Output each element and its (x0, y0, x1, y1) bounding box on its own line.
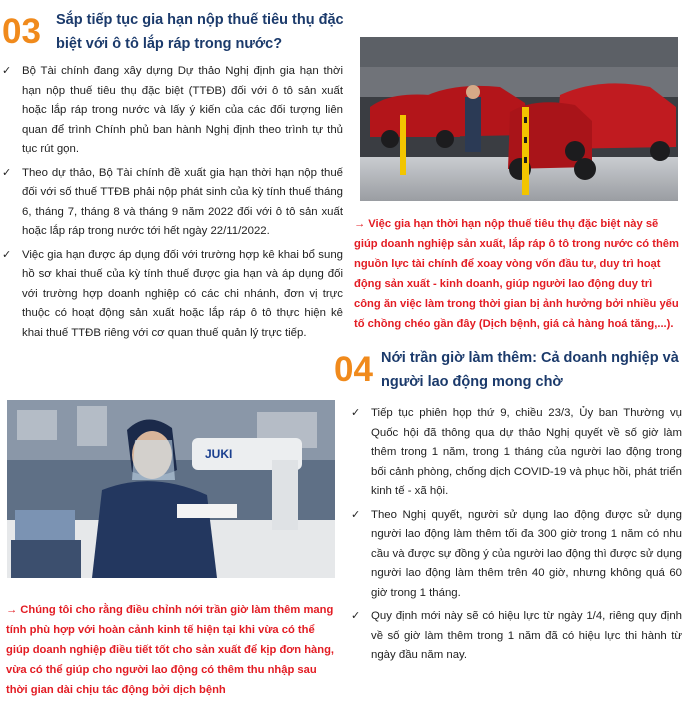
section3-bullet-list (0, 62, 343, 347)
sewing-worker-photo (7, 400, 335, 578)
checkmark-icon: ✓ (351, 508, 361, 521)
checkmark-icon: ✓ (2, 166, 12, 179)
section4-heading: Nới trần giờ làm thêm: Cả doanh nghiệp và người lao động mong chờ (381, 350, 679, 390)
section3-number: 03 (2, 12, 41, 51)
section4-bullet-text: Theo Nghị quyết, người sử dụng lao động được sử dụng người lao động làm thêm tối đa 300 giờ trong 1 năm có nhu cầu và được sự đồng ý của người lao động thì được sử dụng người lao động làm thêm trên 40 giờ, nhưng không quá 60 giờ trong 1 tháng. (371, 508, 682, 599)
list-item (349, 607, 682, 666)
checkmark-icon: ✓ (2, 248, 12, 261)
section4-note: → Chúng tôi cho rằng điều chỉnh nới trần giờ làm thêm mang tính phù hợp với hoàn cảnh kinh tế hiện tại khi vừa có thể giúp doanh nghiệp điều tiết tốt cho sản xuất để kịp đơn hàng, vừa có thể giúp cho người lao động có thêm thu nhập sau thời gian dài chịu tác động bởi dịch bệnh (6, 604, 335, 696)
section3-bullet-text: Việc gia hạn được áp dụng đối với trường hợp kê khai bổ sung hồ sơ khai thuế của kỳ tính thuế được gia hạn và áp dụng đối với trường hợp doanh nghiệp có các chi nhánh, đơn vị trực thuộc có hoạt động sản xuất hoặc lắp ráp ô tô thực hiện kê khai thuế TTĐB riêng với cơ quan thuế quản lý trực tiếp. (22, 248, 343, 339)
list-item (349, 404, 682, 502)
svg-text:JUKI: JUKI (205, 447, 233, 461)
section3-heading: Sắp tiếp tục gia hạn nộp thuế tiêu thụ đặc biệt với ô tô lắp ráp trong nước? (56, 12, 344, 52)
list-item (349, 506, 682, 604)
section3-bullet-text: Theo dự thảo, Bộ Tài chính đề xuất gia hạn thời hạn nộp thuế đối với số thuế TTĐB phải nộp phát sinh của kỳ tính thuế tháng 6, tháng 7, tháng 8 và tháng 9 năm 2022 đối với ô tô sản xuất hoặc lắp ráp trong nước tới hết ngày 22/11/2022. (22, 166, 343, 237)
checkmark-icon: ✓ (351, 610, 361, 622)
checkmark-icon: ✓ (351, 407, 361, 419)
list-item (0, 246, 343, 344)
list-item (0, 62, 343, 160)
car-assembly-photo (360, 37, 678, 201)
section4-bullet-list (349, 404, 682, 670)
section4-bullet-text: Quy định mới này sẽ có hiệu lực từ ngày 1/4, riêng quy định về số giờ làm thêm trong 1 năm đã có hiệu lực thi hành từ ngày đầu năm nay. (371, 610, 682, 661)
section3-bullet-text: Bộ Tài chính đang xây dựng Dự thảo Nghị định gia hạn thời hạn nộp thuế tiêu thụ đặc biệt (TTĐB) đối với ô tô sản xuất hoặc lắp ráp trong nước và lấy ý kiến của các đối tượng liên quan để trình Chính phủ ban hành Nghị định theo trình tự thủ tục rút gọn. (22, 65, 343, 155)
list-item (0, 164, 343, 242)
section4-number: 04 (334, 350, 373, 389)
checkmark-icon: ✓ (2, 65, 12, 77)
section3-note: → Việc gia hạn thời hạn nộp thuế tiêu thụ đặc biệt này sẽ giúp doanh nghiệp sản xuất, lắp ráp ô tô trong nước có thêm nguồn lực tài chính để xoay vòng vốn đầu tư, duy trì hoạt động sản xuất - kinh doanh, giúp người lao động duy trì công ăn việc làm trong thời gian bị ảnh hưởng bởi nhiều yếu tố chồng chéo gần đây (Dịch bệnh, giá cả hàng hoá tăng,...). (354, 218, 679, 330)
section4-bullet-text: Tiếp tục phiên họp thứ 9, chiều 23/3, Ủy ban Thường vụ Quốc hội đã thông qua dự thảo Nghị quyết về số giờ làm thêm trong 1 năm, trong 1 tháng của người lao động trong bối cảnh phòng, chống dịch COVID-19 và phục hồi, phát triển kinh tế - xã hội. (371, 407, 682, 497)
